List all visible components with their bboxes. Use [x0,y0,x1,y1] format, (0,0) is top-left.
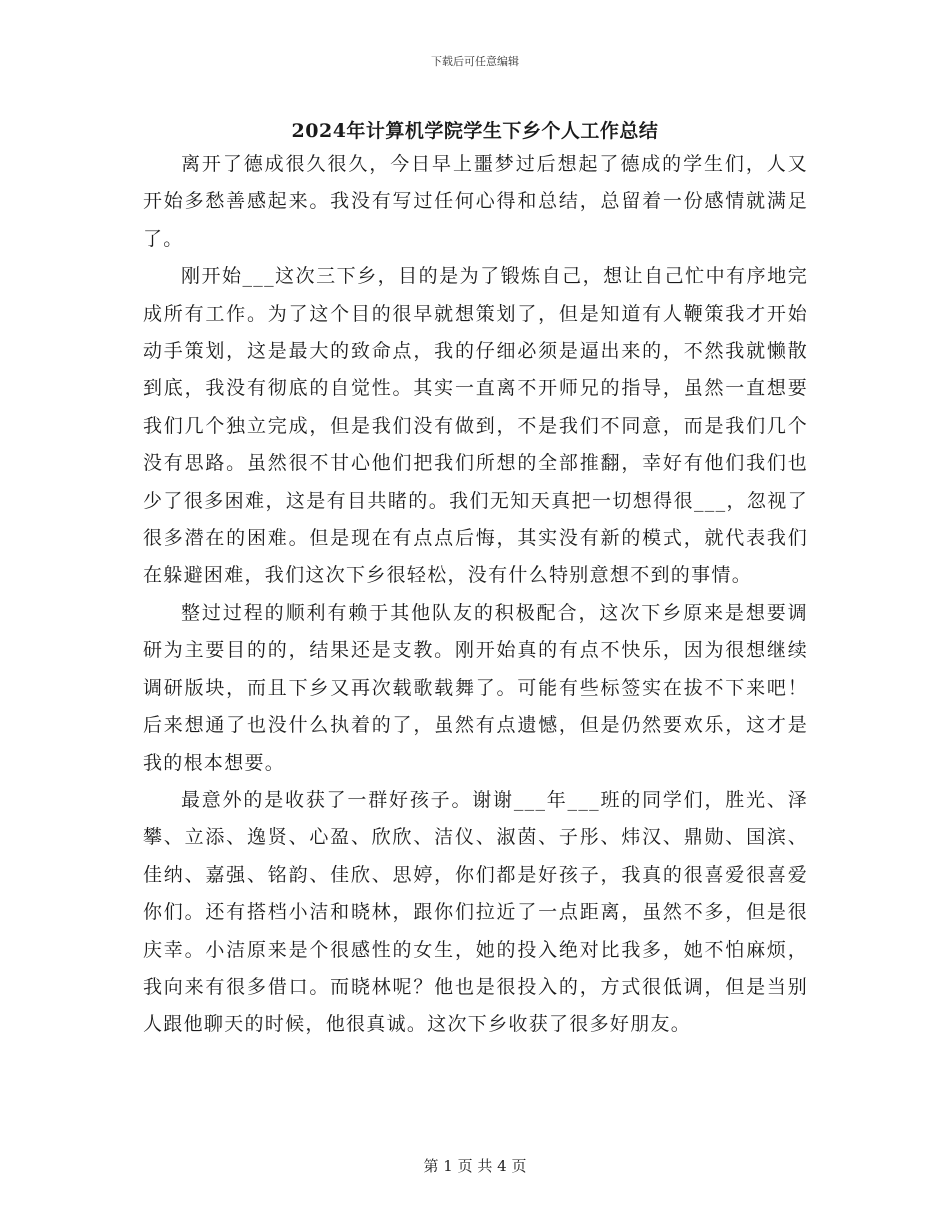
page-number: 第 1 页 共 4 页 [423,1157,527,1175]
document-title: 2024年计算机学院学生下乡个人工作总结 [291,120,659,142]
paragraph-2: 刚开始___这次三下乡，目的是为了锻炼自己，想让自己忙中有序地完成所有工作。为了这个目的很早就想策划了，但是知道有人鞭策我才开始动手策划，这是最大的致命点，我的仔细必须是逼出来的，不然我就懒散到底，我没有彻底的自觉性。其实一直离不开师兄的指导，虽然一直想要我们几个独立完成，但是我们没有做到，不是我们不同意，而是我们几个没有思路。虽然很不甘心他们把我们所想的全部推翻，幸好有他们我们也少了很多困难，这是有目共睹的。我们无知天真把一切想得很___，忽视了很多潜在的困难。但是现在有点点后悔，其实没有新的模式，就代表我们在躲避困难，我们这次下乡很轻松，没有什么特别意想不到的事情。 [143,265,808,587]
paragraph-3: 整过过程的顺利有赖于其他队友的积极配合，这次下乡原来是想要调研为主要目的的，结果还是支教。刚开始真的有点不快乐，因为很想继续调研版块，而且下乡又再次载歌载舞了。可能有些标签实在拔不下来吧！后来想通了也没什么执着的了，虽然有点遗憾，但是仍然要欢乐，这才是我的根本想要。 [143,601,808,774]
paragraph-1: 离开了德成很久很久，今日早上噩梦过后想起了德成的学生们，人又开始多愁善感起来。我没有写过任何心得和总结，总留着一份感情就满足了。 [143,153,808,250]
paragraph-4: 最意外的是收获了一群好孩子。谢谢___年___班的同学们，胜光、泽攀、立添、逸贤、心盈、欣欣、洁仪、淑茵、子彤、炜汉、鼎勋、国滨、佳纳、嘉强、铭韵、佳欣、思婷，你们都是好孩子，我真的很喜爱很喜爱你们。还有搭档小洁和晓林，跟你们拉近了一点距离，虽然不多，但是很庆幸。小洁原来是个很感性的女生，她的投入绝对比我多，她不怕麻烦，我向来有很多借口。而晓林呢？他也是很投入的，方式很低调，但是当别人跟他聊天的时候，他很真诚。这次下乡收获了很多好朋友。 [143,788,808,1036]
document-body [143,146,808,1044]
page-header-note: 下载后可任意编辑 [431,55,519,68]
